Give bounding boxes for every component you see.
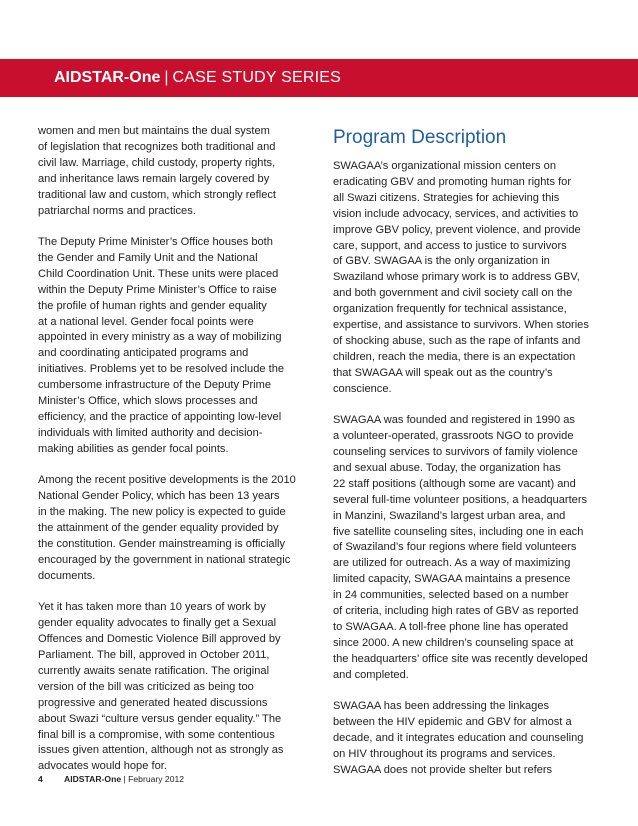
right-column [333,127,601,794]
footer-date: February 2012 [128,774,185,784]
left-paragraph-3: Among the recent positive developments is the 2010 National Gender Policy, which has been 13 years in the making. The new policy is expected to guide the attainment of the gender equality provided by the constitution. Gender mainstreaming is officially encouraged by the government in national strategic documents. [38,474,296,582]
page-footer [38,774,184,784]
footer-brand: AIDSTAR-One [64,774,122,784]
left-paragraph-2: The Deputy Prime Minister’s Office houses both the Gender and Family Unit and the National Child Coordination Unit. These units were placed within the Deputy Prime Minister’s Office to raise the profile of human rights and gender equality at a national level. Gender focal points were appointed in every ministry as a way of mobilizing and coordinating anticipated programs and initiatives. Problems yet to be resolved include the cumbersome infrastructure of the Deputy Prime Minister’s Office, which slows processes and efficiency, and the practice of appointing low-level individuals with limited authority and decision- making abilities as gender focal points. [38,236,285,455]
left-paragraph-4: Yet it has taken more than 10 years of work by gender equality advocates to finally get a Sexual Offences and Domestic Violence Bill approved by Parliament. The bill, approved in October 2011, currently awaits senate ratification. The original version of the bill was criticized as being too progressive and generated heated discussions about Swazi “culture versus gender equality.” The final bill is a compromise, with some contentious issues given attention, although not as strongly as advocates would hope for. [38,601,284,773]
right-paragraph-3: SWAGAA has been addressing the linkages between the HIV epidemic and GBV for almost a decade, and it integrates education and counseling on HIV throughout its programs and services. SWAGAA does not provide shelter but refers [333,700,584,776]
header-brand: AIDSTAR-One [54,69,161,86]
right-paragraph-1: SWAGAA’s organizational mission centers on eradicating GBV and promoting human rights for all Swazi citizens. Strategies for achieving this vision include advocacy, services, and activities to improve GBV policy, prevent violence, and provide care, support, and access to justice to survivors of GBV. SWAGAA is the only organization in Swaziland whose primary work is to address GBV, and both government and civil society call on the organization frequently for technical assistance, expertise, and assistance to survivors. When stories of shocking abuse, such as the rape of infants and children, reach the media, there is an expectation that SWAGAA will speak out as the country’s conscience. [333,160,589,395]
page-number: 4 [38,774,43,784]
left-column [38,124,306,791]
header-series: CASE STUDY SERIES [172,69,342,86]
header-title [54,68,341,88]
left-paragraph-1: women and men but maintains the dual system of legislation that recognizes both traditional and civil law. Marriage, child custody, property rights, and inheritance laws remain largely covered by traditional law and custom, which strongly reflect patriarchal norms and practices. [38,125,277,217]
section-title: Program Description [333,127,507,148]
header-banner [0,59,638,97]
right-paragraph-2: SWAGAA was founded and registered in 1990 as a volunteer-operated, grassroots NGO to provide counseling services to survivors of family violence and sexual abuse. Today, the organization has 22 staff positions (although some are vacant) and several full-time volunteer positions, a headquarters in Manzini, Swaziland’s largest urban area, and five satellite counseling sites, including one in each of Swaziland’s four regions where field volunteers are utilized for outreach. As a way of maximizing limited capacity, SWAGAA maintains a presence in 24 communities, selected based on a number of criteria, including high rates of GBV as reported to SWAGAA. A toll-free phone line has operated since 2000. A new children’s counseling space at the headquarters’ office site was recently developed and completed. [333,414,588,681]
header-separator: | [164,69,169,86]
footer-separator: | [123,774,126,784]
